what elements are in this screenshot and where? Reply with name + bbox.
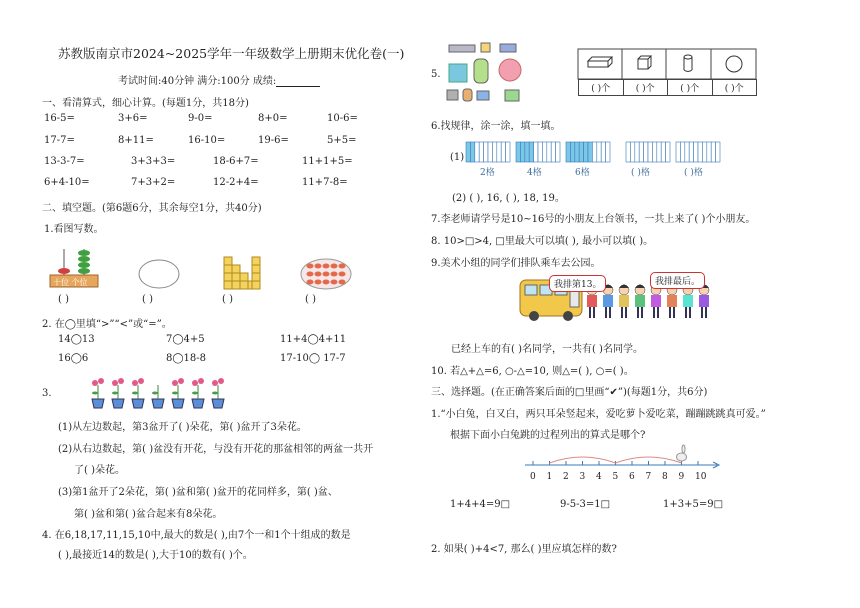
c1-line-2: 根据下面小白兔跳的过程列出的算式是哪个?: [450, 430, 646, 441]
compare-item[interactable]: 11+4◯4+11: [280, 334, 347, 345]
calc-item: 3+3+3=: [131, 156, 176, 167]
calc-item: 16-10=: [188, 135, 226, 146]
tick-label: 5: [612, 472, 619, 482]
q5-cell-1[interactable]: ( )个: [579, 80, 624, 96]
q7: 7.李老师请学号是10~16号的小朋友上台领书，一共上来了( )个小朋友。: [431, 214, 756, 225]
tick-label: 7: [645, 472, 652, 482]
tick-label: 6: [629, 472, 635, 482]
exam-info: 考试时间:40分钟 满分:100分 成绩:: [118, 72, 320, 87]
section-3-heading: 三、选择题。(在正确答案后面的□里画“✔”)(每题1分，共6分): [431, 387, 708, 398]
calc-item: 11+1+5=: [302, 156, 353, 167]
shape-count-table: [578, 79, 757, 96]
c1-option-3[interactable]: 1+3+5=9□: [663, 499, 724, 510]
tick-label: 4: [596, 472, 602, 482]
q2-label: 2. 在◯里填“>”“<”或“=”。: [42, 319, 172, 330]
flower-pots-icon: [86, 375, 236, 409]
calc-item: 18-6+7=: [213, 156, 259, 167]
abacus-label: 十位 个位: [53, 278, 88, 287]
number-line: [525, 445, 725, 489]
q5-cell-3[interactable]: ( )个: [668, 80, 713, 96]
compare-item[interactable]: 16◯6: [58, 353, 89, 364]
tick-label: 1: [546, 472, 553, 482]
q3-line: (2)从右边数起，第( )盆没有开花，与没有开花的那盆相邻的两盆一共开: [58, 444, 374, 455]
q5-cell-4[interactable]: ( )个: [712, 80, 757, 96]
grid-label: 4格: [527, 168, 542, 178]
calc-item: 9-0=: [188, 113, 213, 124]
calc-item: 17-7=: [44, 135, 75, 146]
tick-label: 9: [678, 472, 685, 482]
calc-item: 13-3-7=: [44, 156, 85, 167]
q5-cell-2[interactable]: ( )个: [623, 80, 668, 96]
q1-blank-3[interactable]: ( ): [222, 294, 233, 305]
q4-line: 4. 在6,18,17,11,15,10中,最大的数是( ),由7个一和1个十组成的数是: [42, 530, 351, 541]
tick-label: 2: [563, 472, 569, 482]
grid-label[interactable]: ( )格: [631, 168, 650, 178]
q4-line: ( ),最接近14的数是( ),大于10的数有( )个。: [58, 550, 253, 561]
q9: 9.美术小组的同学们排队乘车去公园。: [431, 258, 601, 269]
page-title: 苏教版南京市2024~2025学年一年级数学上册期末优化卷(一): [58, 46, 405, 61]
calc-item: 5+5=: [327, 135, 357, 146]
empty-oval: [138, 259, 180, 289]
calc-item: 8+0=: [258, 113, 288, 124]
grid-label: 2格: [480, 168, 495, 178]
q3-line: 了( )朵花。: [74, 465, 125, 476]
tick-label: 8: [662, 472, 668, 482]
bubble-2: 我排最后。: [650, 272, 705, 289]
q1-blank-4[interactable]: ( ): [305, 294, 316, 305]
q3-line: 第( )盆和第( )盆合起来有8朵花。: [74, 509, 223, 520]
tick-label: 10: [695, 472, 707, 482]
c2: 2. 如果( )+4<7, 那么( )里应填怎样的数?: [431, 544, 617, 555]
section-2-heading: 二、填空题。(第6题6分，其余每空1分，共40分): [42, 203, 262, 214]
q8: 8. 10>□>4, □里最大可以填( ), 最小可以填( )。: [431, 236, 654, 247]
calc-item: 7+3+2=: [131, 177, 176, 188]
shape-table-header: [578, 49, 758, 79]
q9-answer: 已经上车的有( )名同学，一共有( )名同学。: [451, 344, 643, 355]
oval-group-icon: [300, 258, 352, 290]
q3-line: (3)第1盆开了2朵花，第( )盆和第( )盆开的花同样多，第( )盆、: [58, 487, 338, 498]
bubble-1: 我排第13。: [549, 275, 606, 292]
compare-item[interactable]: 14◯13: [58, 334, 95, 345]
q3-line: (1)从左边数起，第3盆开了( )朵花，第( )盆开了3朵花。: [58, 422, 307, 433]
calc-item: 11+7-8=: [302, 177, 348, 188]
q3-num: 3.: [42, 388, 52, 399]
q5-num: 5.: [431, 69, 441, 80]
tick-label: 0: [530, 472, 536, 482]
compare-item[interactable]: 17-10◯ 17-7: [280, 353, 346, 364]
cube-stack-icon: [222, 253, 262, 289]
calc-item: 12-2+4=: [213, 177, 259, 188]
calc-item: 8+11=: [118, 135, 154, 146]
q6-part1: (1): [450, 152, 465, 163]
calc-item: 19-6=: [258, 135, 289, 146]
q6-label: 6.找规律，涂一涂，填一填。: [431, 121, 561, 132]
calc-item: 6+4-10=: [44, 177, 90, 188]
solid-shapes-icon: [447, 42, 527, 104]
calc-item: 16-5=: [44, 113, 75, 124]
compare-item[interactable]: 8◯18-8: [166, 353, 207, 364]
calc-item: 10-6=: [327, 113, 358, 124]
grid-label[interactable]: ( )格: [684, 168, 703, 178]
grid-label: 6格: [575, 168, 590, 178]
grid-pattern: [466, 140, 726, 166]
q1-blank-1[interactable]: ( ): [58, 294, 69, 305]
section-1-heading: 一、看清算式，细心计算。(每题1分，共18分): [42, 98, 249, 109]
q10: 10. 若△+△=6, ○-△=10, 则△=( ), ○=( )。: [431, 366, 634, 377]
c1-option-2[interactable]: 9-5-3=1□: [560, 499, 611, 510]
calc-item: 3+6=: [118, 113, 148, 124]
c1-line-1: 1.“小白兔，白又白，两只耳朵竖起来，爱吃萝卜爱吃菜，蹦蹦跳跳真可爱。”: [431, 409, 766, 420]
score-blank[interactable]: [276, 76, 320, 87]
c1-option-1[interactable]: 1+4+4=9□: [450, 499, 511, 510]
compare-item[interactable]: 7◯4+5: [166, 334, 205, 345]
q6-part2[interactable]: (2) ( ), 16, ( ), 18, 19。: [452, 193, 565, 204]
tick-label: 3: [579, 472, 586, 482]
q1-blank-2[interactable]: ( ): [142, 294, 153, 305]
q1-label: 1.看图写数。: [44, 224, 104, 235]
